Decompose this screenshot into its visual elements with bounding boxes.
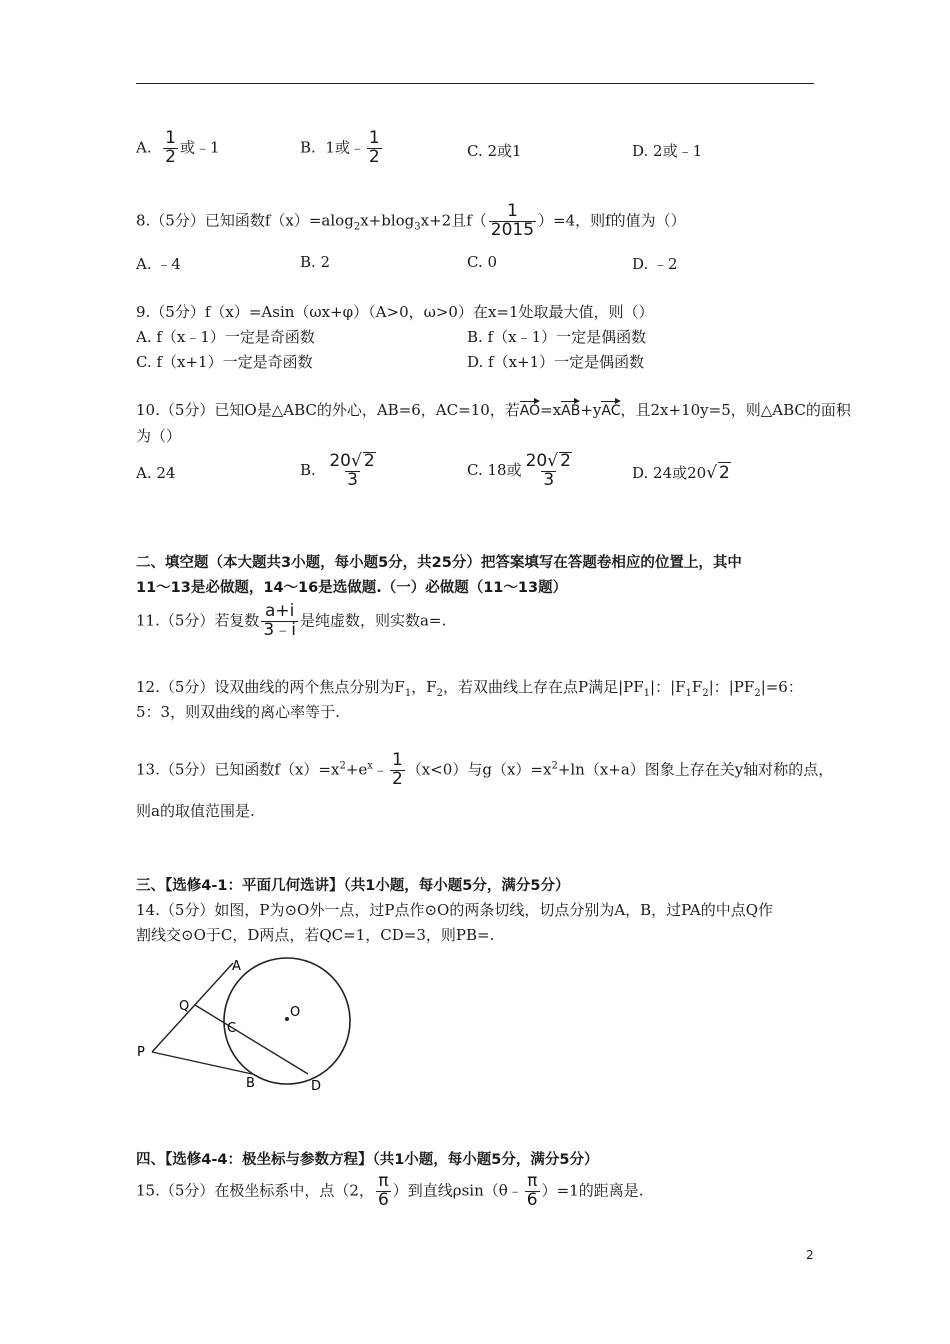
q7-option-c: C. 2或1 bbox=[467, 142, 522, 160]
geometry-figure bbox=[135, 952, 365, 1097]
q8-option-b: B. 2 bbox=[300, 253, 331, 271]
label-p: P bbox=[137, 1045, 145, 1060]
q7-option-a: A. $\frac{1}{2}$ 或﹣1 bbox=[136, 128, 220, 167]
q10-option-d: D. 24或20√ 2 bbox=[632, 462, 731, 483]
fraction: $\frac{1}{2015}$ bbox=[490, 201, 535, 240]
label-d: D bbox=[311, 1079, 322, 1094]
center-point bbox=[285, 1017, 289, 1021]
q8-option-c: C. 0 bbox=[467, 253, 498, 271]
fraction: $\frac{\pi}{6}$ bbox=[377, 1171, 389, 1210]
label-q: Q bbox=[179, 999, 190, 1014]
q10-stem-line2: 为（） bbox=[136, 427, 182, 445]
q13-stem-line2: 则a的取值范围是. bbox=[136, 802, 255, 820]
label-c: C bbox=[227, 1021, 237, 1036]
q9-option-c: C. f（x+1）一定是奇函数 bbox=[136, 353, 313, 371]
q13-stem-line1: 13.（5分）已知函数$f(x)=x^2+e^x﹣$ $\frac{1}{2}$ （x<0）与$g(x)=x^2+\ln(x+a)$图象上存在关y轴对称的点， bbox=[136, 750, 834, 789]
label-a: A bbox=[232, 959, 241, 974]
vector-ab: AB bbox=[561, 399, 580, 419]
fraction: $\frac{\pi}{6}$ bbox=[526, 1171, 538, 1210]
fraction: $\frac{1}{2}$ bbox=[165, 128, 176, 167]
fraction: $\frac{a+i}{3﹣i}$ bbox=[263, 601, 296, 640]
q10-option-b: B. $\frac{20√ 2}{3}$ bbox=[300, 452, 380, 490]
q14-stem-line1: 14.（5分）如图，P为⊙O外一点，过P点作⊙O的两条切线，切点分别为A，B，过PA的中点Q作 bbox=[136, 901, 774, 919]
q12-stem-line2: 5：3，则双曲线的离心率等于. bbox=[136, 703, 340, 721]
q10-stem: 10.（5分）已知O是△ABC的外心，AB=6，AC=10，若AO=xAB+yAC，且2x+10y=5，则△ABC的面积 bbox=[136, 401, 851, 419]
q9-stem: 9.（5分）f（x）=Asin（ωx+φ）（A>0，ω>0）在x=1处取最大值，则（） bbox=[136, 303, 654, 321]
tangent-pb bbox=[152, 1052, 252, 1074]
label-o: O bbox=[290, 1005, 301, 1020]
q9-option-a: A. f（x﹣1）一定是奇函数 bbox=[136, 328, 315, 346]
q8-stem: 8.（5分）已知函数f（x）=alog$_2$x+blog$_3$x+2且f（ $\frac{1}{2015}$ ）=4，则f的值为（） bbox=[136, 201, 686, 240]
label-b: B bbox=[246, 1076, 255, 1091]
q9-option-d: D. f（x+1）一定是偶函数 bbox=[467, 353, 645, 371]
q7-option-b: B. 1或﹣ $\frac{1}{2}$ bbox=[300, 128, 380, 167]
section2-heading-line1: 二、填空题（本大题共3小题，每小题5分，共25分）把答案填写在答题卷相应的位置上，其中 bbox=[136, 555, 742, 571]
page-number: 2 bbox=[806, 1248, 814, 1262]
fraction: $\frac{20√ 2}{3}$ bbox=[524, 452, 574, 490]
section2-heading-line2: 11～13是必做题，14～16是选做题.（一）必做题（11～13题） bbox=[136, 580, 568, 596]
header-rule bbox=[136, 83, 814, 84]
vector-ao: AO bbox=[520, 399, 540, 419]
q11-stem: 11.（5分）若复数 $\frac{a+i}{3﹣i}$ 是纯虚数，则实数a=. bbox=[136, 601, 447, 640]
q14-stem-line2: 割线交⊙O于C，D两点，若QC=1，CD=3，则PB=. bbox=[136, 926, 495, 944]
section3-heading: 三、【选修4-1：平面几何选讲】（共1小题，每小题5分，满分5分） bbox=[136, 878, 570, 894]
q8-option-a: A. ﹣4 bbox=[136, 255, 181, 273]
q7-option-d: D. 2或﹣1 bbox=[632, 142, 703, 160]
tangent-pa bbox=[152, 963, 233, 1052]
fraction: $\frac{20√ 2}{3}$ bbox=[327, 452, 377, 490]
fraction: $\frac{1}{2}$ bbox=[368, 128, 380, 167]
section4-heading: 四、【选修4-4：极坐标与参数方程】（共1小题，每小题5分，满分5分） bbox=[136, 1152, 599, 1168]
q9-option-b: B. f（x﹣1）一定是偶函数 bbox=[467, 328, 647, 346]
q10-option-a: A. 24 bbox=[136, 464, 176, 482]
q8-option-d: D. ﹣2 bbox=[632, 255, 678, 273]
q12-stem-line1: 12.（5分）设双曲线的两个焦点分别为$F_1$，$F_2$，若双曲线上存在点P满足$|PF_1|$：$|F_1F_2|$：$|PF_2|=6$： bbox=[136, 678, 803, 699]
q15-stem: 15.（5分）在极坐标系中，点（2， $\frac{\pi}{6}$ ）到直线ρsin（θ﹣ $\frac{\pi}{6}$ ）=1的距离是. bbox=[136, 1171, 644, 1210]
fraction: $\frac{1}{2}$ bbox=[391, 750, 403, 789]
q10-option-c: C. 18或 $\frac{20√ 2}{3}$ bbox=[467, 452, 576, 490]
vector-ac: AC bbox=[601, 399, 620, 419]
